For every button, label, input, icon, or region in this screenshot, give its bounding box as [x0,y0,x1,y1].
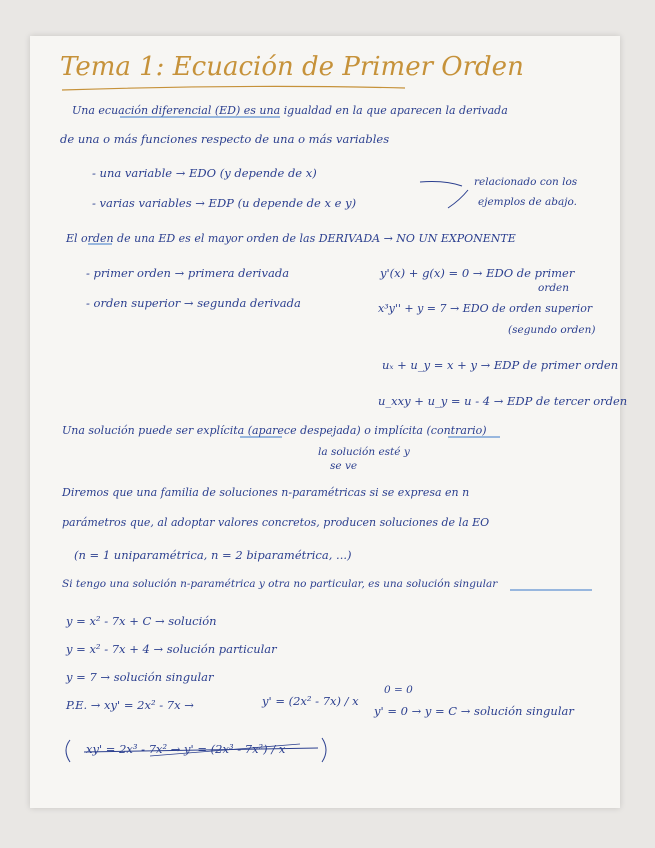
note-line-15: y = x² - 7x + C → solución [66,614,217,628]
note-equation-4: u_xxy + u_y = u - 4 → EDP de tercer orden [378,394,628,408]
note-line-7: - orden superior → segunda derivada [86,296,301,310]
note-line-18: P.E. → xy' = 2x² - 7x → [66,698,194,712]
note-line-5: El orden de una ED es el mayor orden de las DERIVADA → NO UN EXPONENTE [66,232,516,245]
note-line-18-zero: 0 = 0 [384,684,413,696]
note-line-12: parámetros que, al adoptar valores concretos, producen soluciones de la EO [62,516,490,529]
note-line-18-fraction: y' = (2x² - 7x) / x [262,694,359,708]
note-equation-1-cont: orden [538,282,570,294]
note-line-10-sub1: la solución esté y [318,446,410,458]
note-line-17: y = 7 → solución singular [66,670,214,684]
note-line-6: - primer orden → primera derivada [86,266,290,280]
note-equation-3: uₓ + u_y = x + y → EDP de primer orden [382,358,619,372]
note-line-16: y = x² - 7x + 4 → solución particular [66,642,277,656]
note-line-13: (n = 1 uniparamétrica, n = 2 biparamétrica, ...) [74,548,352,562]
note-equation-2-cont: (segundo orden) [508,324,596,336]
note-equation-2: x³y'' + y = 7 → EDO de orden superior [378,302,593,315]
note-line-2: de una o más funciones respecto de una o más variables [60,132,390,146]
note-equation-1: y'(x) + g(x) = 0 → EDO de primer [380,266,575,280]
note-side-1: relacionado con los [474,176,578,188]
note-line-10-sub2: se ve [330,460,358,472]
note-line-1: Una ecuación diferencial (ED) es una igualdad en la que aparecen la derivada [72,104,508,117]
note-line-4: - varias variables → EDP (u depende de x e y) [92,196,357,210]
note-line-11: Diremos que una familia de soluciones n-paramétricas si se expresa en n [62,486,470,499]
note-line-19-crossed: xy' = 2x³ - 7x² → y' = (2x³ - 7x²) / x [86,742,286,756]
note-line-18-result: y' = 0 → y = C → solución singular [374,704,574,718]
note-line-14: Si tengo una solución n-paramétrica y otra no particular, es una solución singular [62,578,498,590]
page-title: Tema 1: Ecuación de Primer Orden [60,52,524,82]
note-line-3: - una variable → EDO (y depende de x) [92,166,317,180]
note-line-10: Una solución puede ser explícita (aparece despejada) o implícita (contrario) [62,424,487,437]
note-side-2: ejemplos de abajo. [478,196,578,208]
